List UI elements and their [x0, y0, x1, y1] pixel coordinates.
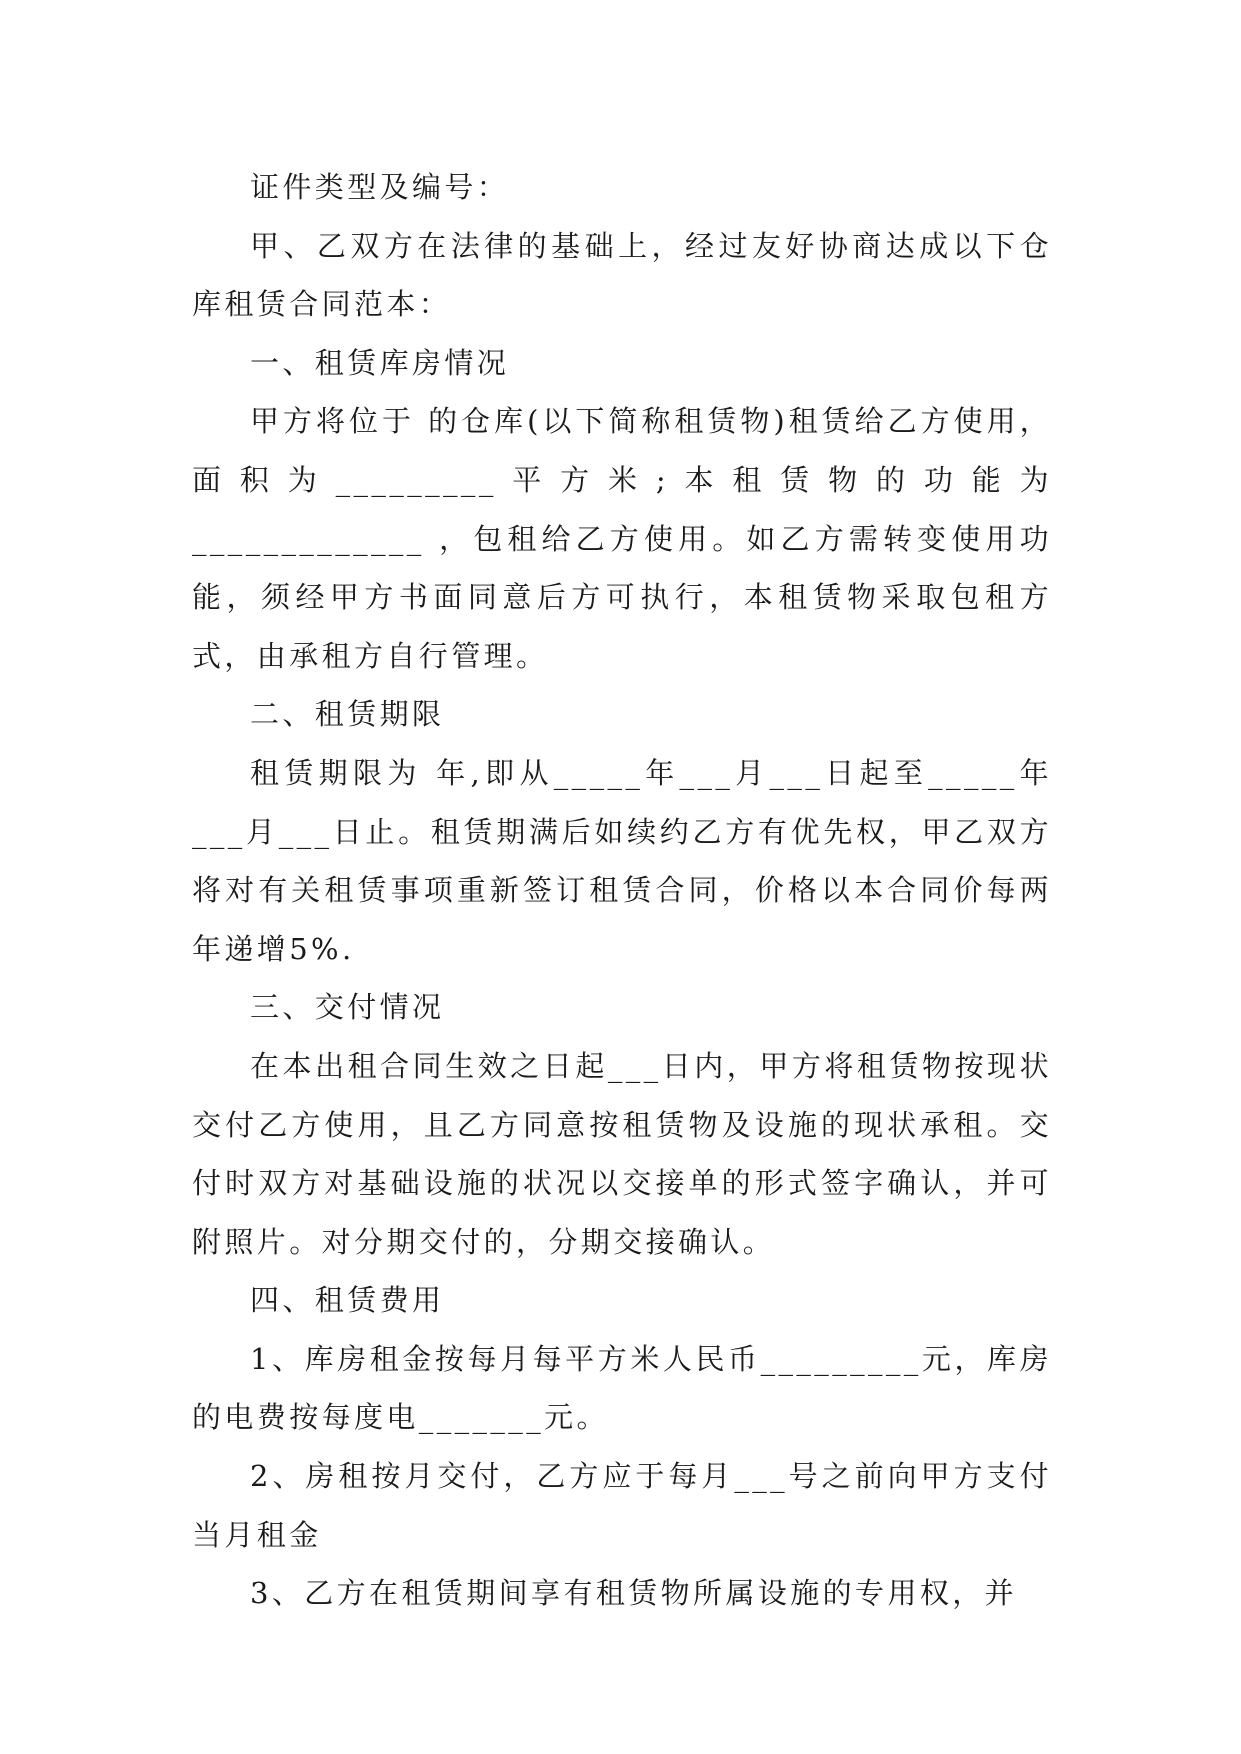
paragraph-fee-rent: 1、库房租金按每月每平方米人民币_________元，库房的电费按每度电_______元。 — [192, 1341, 1052, 1435]
paragraph-preamble: 甲、乙双方在法律的基础上，经过友好协商达成以下仓库租赁合同范本： — [192, 228, 1052, 322]
paragraph-id-type: 证件类型及编号： — [250, 170, 510, 204]
section-heading-warehouse: 一、租赁库房情况 — [250, 345, 510, 380]
paragraph-fee-facilities: 3、乙方在租赁期间享有租赁物所属设施的专用权，并 — [250, 1576, 1018, 1611]
section-heading-fees: 四、租赁费用 — [250, 1283, 445, 1318]
section-heading-term: 二、租赁期限 — [250, 697, 445, 732]
section-heading-delivery: 三、交付情况 — [250, 990, 445, 1025]
paragraph-warehouse: 甲方将位于 的仓库(以下简称租赁物)租赁给乙方使用，面积为_________平方米;本租赁物的功能为_____________ ，包租给乙方使用。如乙方需转变使用功能，须经甲方书面同意后方可执行，本租赁物采取包租方式，由承租方自行管理。 — [192, 404, 1052, 673]
document-body — [192, 158, 1052, 1623]
paragraph-delivery: 在本出租合同生效之日起___日内，甲方将租赁物按现状交付乙方使用，且乙方同意按租赁物及设施的现状承租。交付时双方对基础设施的状况以交接单的形式签字确认，并可附照片。对分期交付的，分期交接确认。 — [192, 1048, 1052, 1259]
paragraph-term: 租赁期限为 年,即从_____年___月___日起至_____年___月___日止。租赁期满后如续约乙方有优先权，甲乙双方将对有关租赁事项重新签订租赁合同，价格以本合同价每两年递增5%. — [192, 755, 1052, 966]
paragraph-fee-payment: 2、房租按月交付，乙方应于每月___号之前向甲方支付当月租金 — [192, 1459, 1052, 1552]
